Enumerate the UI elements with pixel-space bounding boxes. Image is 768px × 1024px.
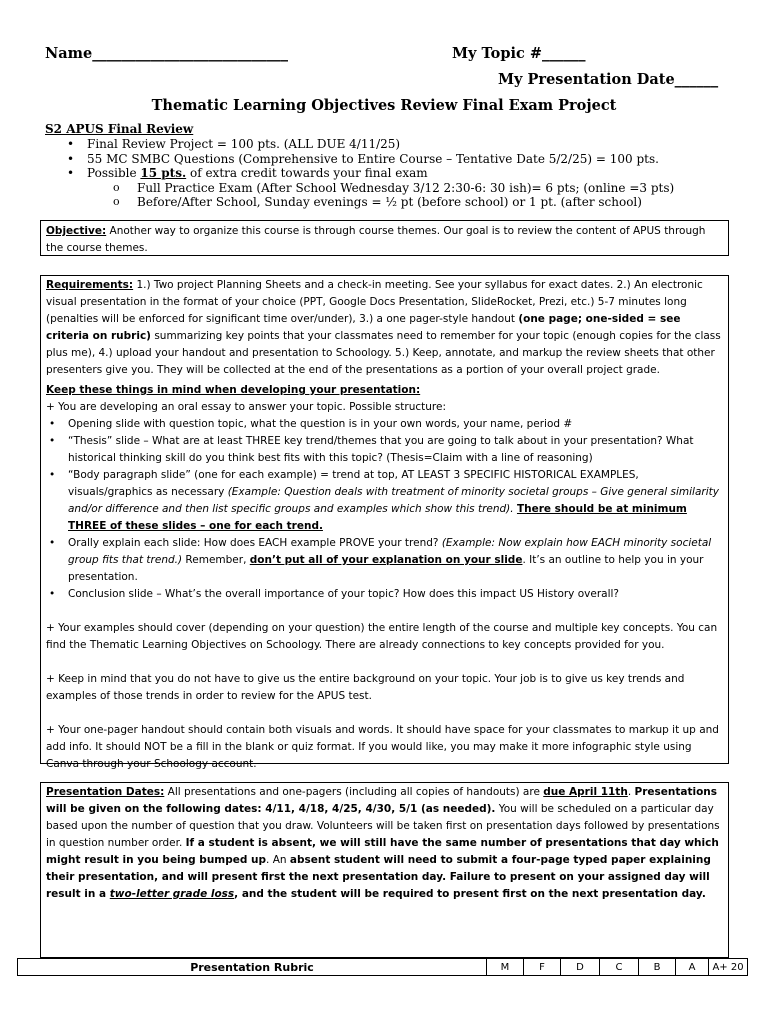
grade-loss: two-letter grade loss	[109, 888, 235, 900]
list-item: • 55 MC SMBC Questions (Comprehensive to Entire Course – Tentative Date 5/2/25) = 100 pts.	[45, 152, 745, 167]
list-item: • Opening slide with question topic, what the question is in your own words, your name, period #	[46, 416, 723, 433]
list-item: • Conclusion slide – What’s the overall importance of your topic? How does this impact US History overall?	[46, 586, 723, 603]
oral-essay-intro: + You are developing an oral essay to answer your topic. Possible structure:	[46, 401, 446, 413]
table-row	[18, 959, 748, 976]
rubric-label: Presentation Rubric	[18, 959, 487, 976]
s2-heading: S2 APUS Final Review	[45, 122, 194, 136]
explain-text: Orally explain each slide: How does EACH example PROVE your trend?	[68, 537, 442, 549]
dates-text: All presentations and one-pagers (including all copies of handouts) are	[164, 786, 544, 798]
list-item	[46, 535, 723, 586]
requirements-box	[40, 275, 729, 770]
extra-credit-points: 15 pts.	[140, 166, 187, 180]
topic-field-label: My Topic #______	[452, 45, 586, 62]
list-item: • Final Review Project = 100 pts. (ALL DUE 4/11/25)	[45, 137, 745, 152]
requirements-label: Requirements:	[46, 279, 134, 291]
absent-policy: If a student is absent, we will still have the same number of presentations that day which might result in you being bumped up	[46, 837, 719, 866]
dates-text-2: .	[627, 786, 635, 798]
grade-cell-c: C	[600, 959, 639, 976]
presentation-date-label: My Presentation Date______	[498, 71, 719, 88]
examples-paragraph: + Your examples should cover (depending on your question) the entire length of the course and multiple key concepts. You can find the Thematic Learning Objectives on Schoology. There are already connections to key concepts provided for you.	[46, 622, 718, 651]
structure-list	[46, 416, 723, 603]
explain-warning: don’t put all of your explanation on your slide	[249, 554, 523, 566]
objective-box	[40, 220, 729, 256]
dates-text-4: . An	[266, 854, 290, 866]
body-slide-text: “Body paragraph slide” (one for each example) = trend at top, AT LEAST 3 SPECIFIC HISTORICAL EXAMPLES, visuals/graphics as necessary	[68, 469, 639, 498]
grade-cell-m: M	[487, 959, 524, 976]
name-field-label: Name___________________________	[45, 45, 288, 62]
s2-bullet-list	[45, 137, 745, 181]
s2-sub-bullet-list	[45, 181, 745, 210]
body-slide-example: (Example: Question deals with treatment of minority societal groups – Give general similarity and/or difference and then list specific groups and examples which show this trend).	[68, 486, 719, 515]
possible-pre: Possible	[87, 166, 141, 180]
one-pager-paragraph: + Your one-pager handout should contain both visuals and words. It should have space for your classmates to markup it up and add info. It should NOT be a fill in the blank or quiz format. If you would like, you may make it more infographic style using Canva through your Schoology account.	[46, 724, 719, 770]
dates-text-3: You will be scheduled on a particular day based upon the number of question that you draw. Volunteers will be taken first on presentation days followed by presentations in question number order.	[46, 803, 720, 849]
body-slide-minimum: There should be at minimum THREE of these slides – one for each trend.	[68, 503, 687, 532]
list-item	[46, 467, 723, 535]
page-title: Thematic Learning Objectives Review Final Exam Project	[151, 97, 617, 114]
objective-text: Another way to organize this course is through course themes. Our goal is to review the content of APUS through the course themes.	[46, 225, 706, 254]
background-paragraph: + Keep in mind that you do not have to give us the entire background on your topic. Your job is to give us key trends and examples of those trends in order to review for the APUS test.	[46, 673, 685, 702]
requirements-bold: (one page; one-sided = see criteria on rubric)	[46, 313, 681, 342]
list-item: • “Thesis” slide – What are at least THREE key trend/themes that you are going to talk about in your presentation? What historical thinking skill do you think best fits with this topic? (Thesis=Claim with a line of reasoning)	[46, 433, 723, 467]
absent-paper-policy: absent student will need to submit a four-page typed paper explaining their presentation, and will present first the next presentation day. Failure to present on your assigned day will result in a	[46, 854, 711, 900]
requirements-text: 1.) Two project Planning Sheets and a check-in meeting. See your syllabus for exact dates. 2.) An electronic visual presentation in the format of your choice (PPT, Google Docs Presentation, SlideRocket, Prezi, etc.) 5-7 minutes long (penalties will be enforced for significant time over/under), 3.) a one pager-style handout	[46, 279, 703, 325]
present-first-policy: , and the student will be required to present first on the next presentation day.	[234, 888, 706, 900]
grade-cell-a-plus: A+ 20	[709, 959, 748, 976]
s2-section	[45, 122, 745, 210]
possible-post: of extra credit towards your final exam	[186, 166, 428, 180]
explain-text-3: . It’s an outline to help you in your presentation.	[68, 554, 704, 583]
dates-label: Presentation Dates:	[46, 786, 165, 798]
due-date: due April 11th	[543, 786, 628, 798]
presentation-dates-list: Presentations will be given on the following dates: 4/11, 4/18, 4/25, 4/30, 5/1 (as needed).	[46, 786, 718, 815]
grade-cell-b: B	[639, 959, 676, 976]
list-item	[45, 166, 745, 181]
list-item: o Full Practice Exam (After School Wednesday 3/12 2:30-6: 30 ish)= 6 pts; (online =3 pts)	[45, 181, 745, 196]
objective-label: Objective:	[46, 225, 107, 237]
grade-cell-a: A	[676, 959, 709, 976]
keep-in-mind-heading: Keep these things in mind when developing your presentation:	[46, 384, 421, 396]
grade-cell-d: D	[561, 959, 600, 976]
explain-text-2: Remember,	[182, 554, 250, 566]
presentation-rubric-table	[17, 958, 748, 976]
explain-example: (Example: Now explain how EACH minority societal group fits that trend.)	[68, 537, 712, 566]
grade-cell-f: F	[524, 959, 561, 976]
list-item: o Before/After School, Sunday evenings = ½ pt (before school) or 1 pt. (after school)	[45, 195, 745, 210]
presentation-dates-box	[40, 782, 729, 958]
requirements-text-2: summarizing key points that your classmates need to remember for your topic (enough copies for the class plus me), 4.) upload your handout and presentation to Schoology. 5.) Keep, annotate, and markup the review sheets that other presenters give you. They will be collected at the end of the presentations as a portion of your overall project grade.	[46, 330, 721, 376]
